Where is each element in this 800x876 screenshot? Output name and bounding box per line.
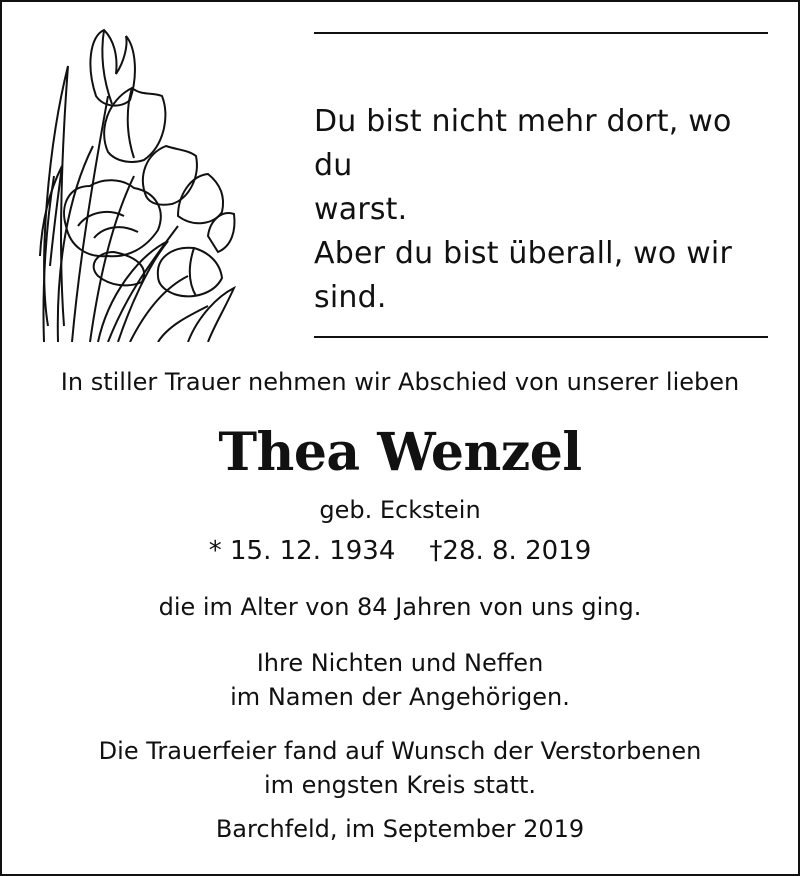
maiden-name: geb. Eckstein (319, 496, 481, 524)
ceremony-line: im engsten Kreis statt. (263, 771, 537, 799)
quote-line: sind. (314, 280, 387, 315)
life-dates (2, 532, 798, 570)
death-date: †28. 8. 2019 (429, 536, 592, 566)
mourners-line: Ihre Nichten und Neffen (256, 649, 544, 677)
quote-line: Aber du bist überall, wo wir (314, 236, 732, 271)
age-line: die im Alter von 84 Jahren von uns ging. (158, 593, 642, 621)
ceremony-note (2, 734, 798, 802)
quote-line: Du bist nicht mehr dort, wo du (314, 104, 732, 183)
top-divider (314, 32, 768, 34)
ceremony-line: Die Trauerfeier fand auf Wunsch der Verstorbenen (98, 737, 702, 765)
bottom-divider (314, 336, 768, 338)
mourners-line: im Namen der Angehörigen. (230, 683, 570, 711)
birth-date: * 15. 12. 1934 (208, 536, 396, 566)
mourners (2, 646, 798, 714)
deceased-name: Thea Wenzel (218, 422, 582, 483)
intro-text: In stiller Trauer nehmen wir Abschied von unserer lieben (60, 368, 740, 396)
tulip-bouquet-icon (38, 26, 238, 342)
place-and-date: Barchfeld, im September 2019 (215, 815, 585, 843)
quote-line: warst. (314, 192, 408, 227)
memorial-quote (314, 100, 764, 320)
